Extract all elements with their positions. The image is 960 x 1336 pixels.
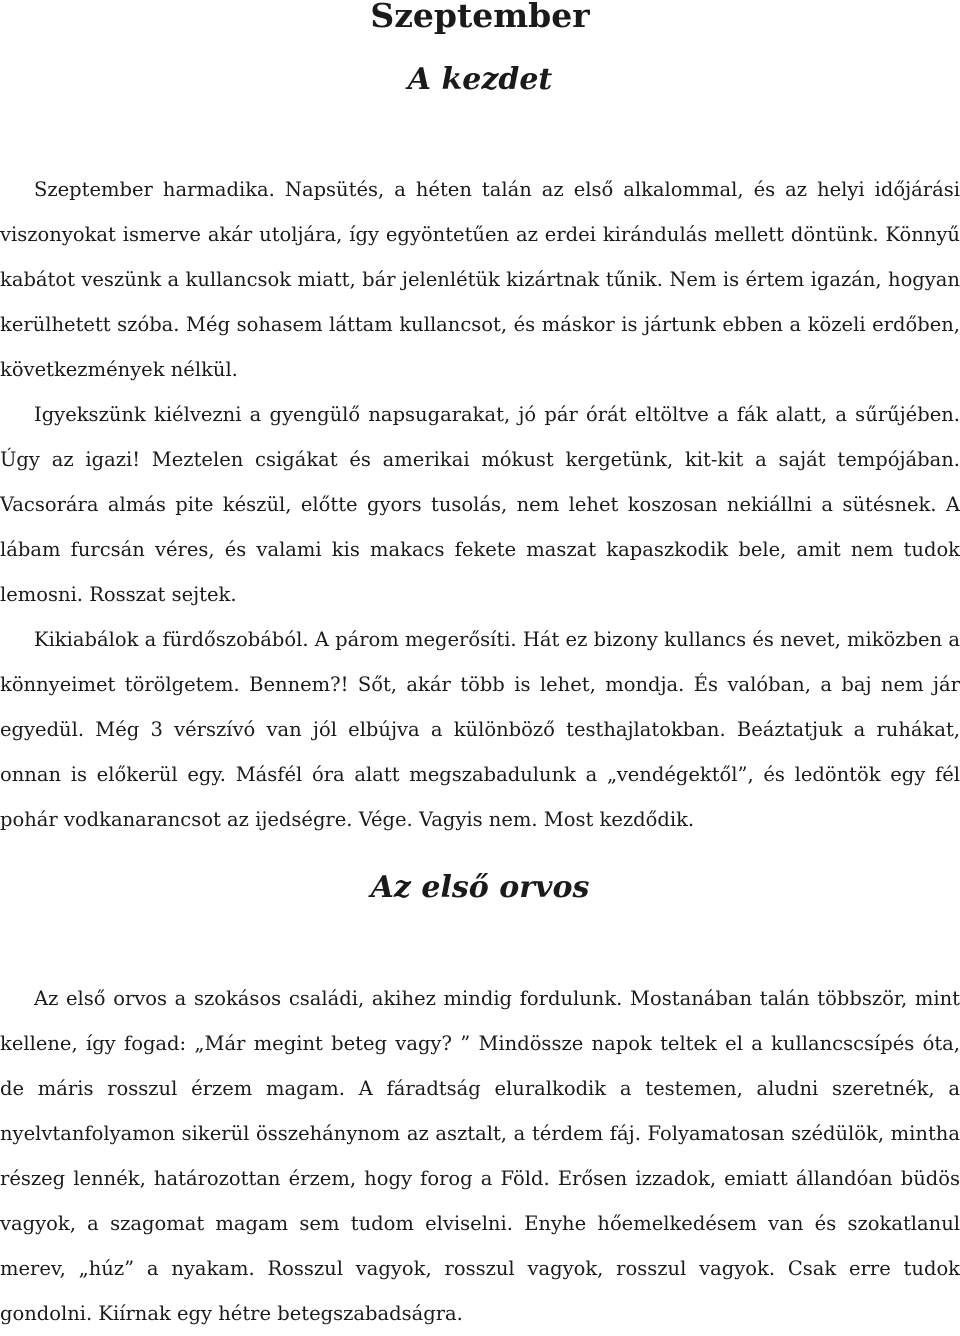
section-heading-a-kezdet: A kezdet <box>407 62 553 97</box>
section-body-az-elso-orvos <box>0 976 960 1336</box>
paragraph: Igyekszünk kiélvezni a gyengülő napsugarakat, jó pár órát eltöltve a fák alatt, a sűrűjében. Úgy az igazi! Meztelen csigákat és amerikai mókust kergetünk, kit-kit a saját tempójában. Vacsorára almás pite készül, előtte gyors tusolás, nem lehet koszosan nekiállni a sütésnek. A lábam furcsán véres, és valami kis makacs fekete maszat kapaszkodik bele, amit nem tudok lemosni. Rosszat sejtek. <box>0 403 960 606</box>
paragraph: Szeptember harmadika. Napsütés, a héten talán az első alkalommal, és az helyi időjárási viszonyokat ismerve akár utoljára, így egyöntetűen az erdei kirándulás mellett döntünk. Könnyű kabátot veszünk a kullancsok miatt, bár jelenlétük kizártnak tűnik. Nem is értem igazán, hogyan kerülhetett szóba. Még sohasem láttam kullancsot, és máskor is jártunk ebben a közeli erdőben, következmények nélkül. <box>0 178 960 381</box>
document-title: Szeptember <box>370 0 590 35</box>
paragraph: Kikiabálok a fürdőszobából. A párom megerősíti. Hát ez bizony kullancs és nevet, miközben a könnyeimet törölgetem. Bennem?! Sőt, akár több is lehet, mondja. És valóban, a baj nem jár egyedül. Még 3 vérszívó van jól elbújva a különböző testhajlatokban. Beáztatjuk a ruhákat, onnan is előkerül egy. Másfél óra alatt megszabadulunk a „vendégektől”, és ledöntök egy fél pohár vodkanarancsot az ijedségre. Vége. Vagyis nem. Most kezdődik. <box>0 628 960 831</box>
section-body-a-kezdet <box>0 167 960 842</box>
section-heading-az-elso-orvos: Az első orvos <box>370 870 590 905</box>
paragraph: Az első orvos a szokásos családi, akihez mindig fordulunk. Mostanában talán többször, mint kellene, így fogad: „Már megint beteg vagy? ” Mindössze napok teltek el a kullancscsípés óta, de máris rosszul érzem magam. A fáradtság eluralkodik a testemen, aludni szeretnék, a nyelvtanfolyamon sikerül összehánynom az asztalt, a térdem fáj. Folyamatosan szédülök, mintha részeg lennék, határozottan érzem, hogy forog a Föld. Erősen izzadok, emiatt állandóan büdös vagyok, a szagomat magam sem tudom elviselni. Enyhe hőemelkedésem van és szokatlanul merev, „húz” a nyakam. Rosszul vagyok, rosszul vagyok, rosszul vagyok. Csak erre tudok gondolni. Kiírnak egy hétre betegszabadságra. <box>0 987 960 1325</box>
